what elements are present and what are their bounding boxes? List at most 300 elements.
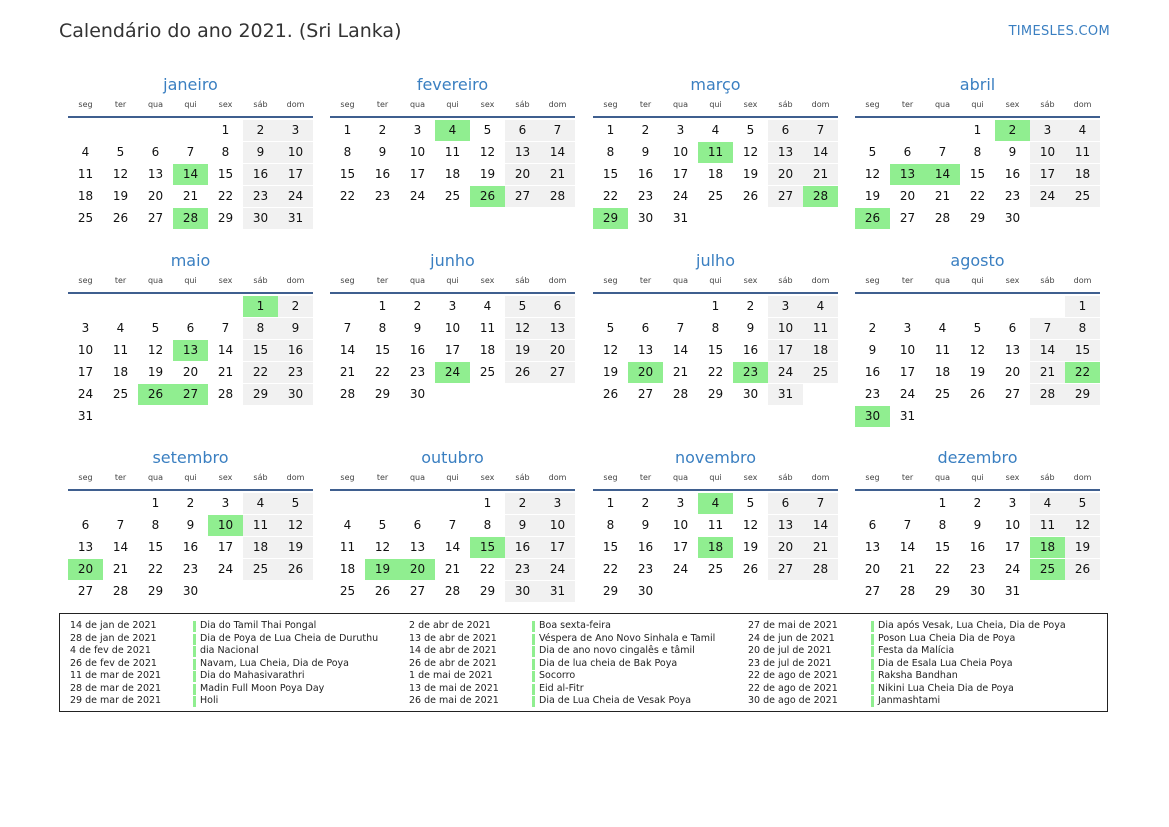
week-row	[855, 493, 1100, 515]
empty-cell	[960, 406, 995, 427]
empty-cell	[208, 406, 243, 427]
weekend-day: 11	[243, 515, 278, 536]
weekday-label: qua	[672, 276, 689, 285]
holiday-day: 4	[435, 120, 470, 141]
holiday-marker	[193, 621, 196, 632]
day-cell: 18	[77, 189, 94, 203]
holiday-day: 19	[365, 559, 400, 580]
day-cell: 19	[969, 365, 986, 379]
week-row	[593, 142, 838, 164]
day-cell: 15	[969, 167, 986, 181]
weekday-label: seg	[78, 473, 93, 482]
day-cell: 22	[217, 189, 234, 203]
weekday-label: qui	[971, 473, 984, 482]
week-row	[593, 120, 838, 142]
month-name: janeiro	[163, 75, 218, 94]
day-cell: 29	[707, 387, 724, 401]
holiday-day: 26	[470, 186, 505, 207]
empty-cell	[925, 406, 960, 427]
legend-date: 30 de ago de 2021	[748, 695, 838, 706]
weekday-label: qua	[409, 473, 426, 482]
weekday-label: ter	[376, 473, 389, 482]
week-row	[593, 581, 838, 603]
weekend-day: 27	[505, 186, 540, 207]
week-row	[855, 515, 1100, 537]
weekday-header	[855, 471, 1100, 485]
day-cell: 17	[672, 540, 689, 554]
weekend-day: 3	[540, 493, 575, 514]
weekday-label: sáb	[1040, 100, 1055, 109]
legend-item	[748, 620, 1066, 633]
legend-date: 26 de abr de 2021	[409, 657, 497, 669]
weekday-label: ter	[114, 100, 127, 109]
holiday-day: 23	[733, 362, 768, 383]
weekday-label: seg	[865, 100, 880, 109]
day-cell: 18	[444, 167, 461, 181]
day-cell: 16	[1004, 167, 1021, 181]
holiday-day: 4	[698, 493, 733, 514]
empty-cell	[138, 406, 173, 427]
empty-cell	[138, 296, 173, 317]
weekend-day: 25	[243, 559, 278, 580]
weekend-day: 21	[540, 164, 575, 185]
week-row	[68, 296, 313, 318]
week-row	[855, 340, 1100, 362]
day-cell: 1	[606, 496, 615, 510]
week-row	[68, 340, 313, 362]
day-cell: 24	[409, 189, 426, 203]
weekend-day: 30	[505, 581, 540, 602]
day-cell: 15	[339, 167, 356, 181]
legend-name: Dia do Tamil Thai Pongal	[200, 620, 317, 631]
weekday-label: sex	[1005, 276, 1020, 285]
week-row	[68, 515, 313, 537]
day-cell: 20	[899, 189, 916, 203]
weekend-day: 3	[768, 296, 803, 317]
day-cell: 22	[479, 562, 496, 576]
day-cell: 31	[1004, 584, 1021, 598]
week-row	[855, 384, 1100, 406]
header-rule	[68, 116, 313, 118]
weekend-day: 31	[540, 581, 575, 602]
day-cell: 30	[742, 387, 759, 401]
week-row	[593, 493, 838, 515]
weekend-day: 6	[768, 493, 803, 514]
day-cell: 30	[409, 387, 426, 401]
day-cell: 24	[899, 387, 916, 401]
weekend-day: 25	[803, 362, 838, 383]
weekend-day: 19	[278, 537, 313, 558]
day-cell: 24	[672, 562, 689, 576]
day-cell: 5	[868, 145, 877, 159]
day-cell: 20	[147, 189, 164, 203]
weekend-day: 24	[768, 362, 803, 383]
weekday-label: qua	[672, 100, 689, 109]
week-row	[68, 581, 313, 603]
day-cell: 22	[339, 189, 356, 203]
day-cell: 9	[413, 321, 422, 335]
holiday-marker	[532, 696, 535, 707]
month-name: setembro	[152, 448, 229, 467]
day-cell: 8	[343, 145, 352, 159]
legend-item	[409, 620, 715, 633]
holiday-day: 20	[68, 559, 103, 580]
day-cell: 25	[479, 365, 496, 379]
week-row	[855, 142, 1100, 164]
weekday-label: sáb	[1040, 473, 1055, 482]
weekend-day: 16	[505, 537, 540, 558]
legend-name: Dia de Esala Lua Cheia Poya	[878, 657, 1013, 669]
legend-item	[748, 633, 1066, 646]
weekday-label: sex	[1005, 100, 1020, 109]
day-cell: 7	[221, 321, 230, 335]
legend-name: Socorro	[539, 670, 576, 681]
day-cell: 18	[707, 167, 724, 181]
day-cell: 3	[676, 123, 685, 137]
week-row	[855, 318, 1100, 340]
day-cell: 26	[602, 387, 619, 401]
week-row	[330, 186, 575, 208]
legend-date: 13 de abr de 2021	[409, 632, 497, 644]
weekend-day: 12	[278, 515, 313, 536]
day-cell: 13	[864, 540, 881, 554]
day-cell: 5	[378, 518, 387, 532]
day-cell: 23	[374, 189, 391, 203]
empty-cell	[68, 493, 103, 514]
weekend-day: 22	[243, 362, 278, 383]
legend-name: Eid al-Fitr	[539, 682, 584, 694]
day-cell: 2	[746, 299, 755, 313]
week-row	[330, 581, 575, 603]
day-cell: 22	[374, 365, 391, 379]
empty-cell	[173, 120, 208, 141]
week-row	[593, 318, 838, 340]
weekend-day: 13	[540, 318, 575, 339]
weekday-header	[330, 98, 575, 112]
day-cell: 11	[77, 167, 94, 181]
month-abril	[855, 74, 1100, 264]
weekend-day: 18	[803, 340, 838, 361]
weekday-header	[330, 471, 575, 485]
weekday-label: seg	[603, 276, 618, 285]
weekday-label: dom	[286, 100, 305, 109]
holiday-day: 13	[173, 340, 208, 361]
day-cell: 12	[374, 540, 391, 554]
weekend-day: 21	[1030, 362, 1065, 383]
day-cell: 17	[899, 365, 916, 379]
week-row	[330, 515, 575, 537]
weekday-label: sáb	[253, 473, 268, 482]
holiday-day: 30	[855, 406, 890, 427]
legend-item	[70, 658, 378, 671]
day-cell: 28	[672, 387, 689, 401]
day-cell: 21	[112, 562, 129, 576]
empty-cell	[698, 208, 733, 229]
day-cell: 8	[606, 145, 615, 159]
day-cell: 15	[217, 167, 234, 181]
weekend-day: 23	[505, 559, 540, 580]
holiday-marker	[532, 621, 535, 632]
week-row	[855, 208, 1100, 230]
day-cell: 23	[637, 189, 654, 203]
day-cell: 6	[413, 518, 422, 532]
day-cell: 2	[973, 496, 982, 510]
legend-item	[70, 670, 378, 683]
day-cell: 25	[339, 584, 356, 598]
week-row	[68, 186, 313, 208]
week-row	[855, 296, 1100, 318]
holiday-day: 1	[243, 296, 278, 317]
month-name: junho	[430, 251, 475, 270]
day-cell: 16	[409, 343, 426, 357]
header-rule	[68, 489, 313, 491]
legend-item	[409, 658, 715, 671]
empty-cell	[1065, 406, 1100, 427]
day-cell: 3	[413, 123, 422, 137]
holiday-marker	[532, 646, 535, 657]
legend-date: 20 de jul de 2021	[748, 645, 832, 656]
weekend-day: 15	[1065, 340, 1100, 361]
month-junho	[330, 250, 575, 440]
day-cell: 10	[672, 145, 689, 159]
empty-cell	[103, 120, 138, 141]
empty-cell	[365, 493, 400, 514]
brand-link[interactable]: TIMESLES.COM	[1008, 24, 1110, 39]
week-row	[855, 559, 1100, 581]
day-cell: 26	[742, 189, 759, 203]
weekend-day: 4	[1065, 120, 1100, 141]
day-cell: 12	[602, 343, 619, 357]
month-name: agosto	[950, 251, 1005, 270]
legend-date: 24 de jun de 2021	[748, 632, 835, 644]
weekend-day: 20	[768, 537, 803, 558]
day-cell: 21	[339, 365, 356, 379]
week-row	[330, 340, 575, 362]
empty-cell	[733, 208, 768, 229]
week-row	[855, 164, 1100, 186]
weekend-day: 8	[1065, 318, 1100, 339]
holiday-day: 25	[1030, 559, 1065, 580]
empty-cell	[925, 296, 960, 317]
empty-cell	[1030, 296, 1065, 317]
day-cell: 3	[1008, 496, 1017, 510]
weekend-day: 17	[540, 537, 575, 558]
month-janeiro	[68, 74, 313, 264]
weekend-day: 9	[278, 318, 313, 339]
legend-date: 27 de mai de 2021	[748, 620, 838, 631]
day-cell: 23	[637, 562, 654, 576]
legend-item	[748, 683, 1066, 696]
day-cell: 27	[1004, 387, 1021, 401]
empty-cell	[855, 493, 890, 514]
day-cell: 1	[938, 496, 947, 510]
holiday-day: 28	[173, 208, 208, 229]
day-cell: 13	[77, 540, 94, 554]
weekday-label: seg	[340, 100, 355, 109]
empty-cell	[278, 406, 313, 427]
weekday-label: sex	[480, 100, 495, 109]
day-cell: 30	[637, 584, 654, 598]
day-cell: 1	[343, 123, 352, 137]
weekend-day: 25	[1065, 186, 1100, 207]
holiday-marker	[871, 621, 874, 632]
day-cell: 11	[934, 343, 951, 357]
weekday-header	[593, 98, 838, 112]
weekend-day: 2	[243, 120, 278, 141]
weekend-day: 11	[1065, 142, 1100, 163]
day-cell: 27	[147, 211, 164, 225]
day-cell: 28	[217, 387, 234, 401]
weekday-label: dom	[1073, 100, 1092, 109]
weekend-day: 27	[540, 362, 575, 383]
holiday-day: 27	[173, 384, 208, 405]
weekday-label: seg	[78, 100, 93, 109]
month-agosto	[855, 250, 1100, 440]
day-cell: 19	[147, 365, 164, 379]
weekday-label: qua	[147, 276, 164, 285]
weekend-day: 12	[1065, 515, 1100, 536]
weekend-day: 6	[505, 120, 540, 141]
day-cell: 23	[969, 562, 986, 576]
legend-name: dia Nacional	[200, 645, 259, 656]
legend-date: 4 de fev de 2021	[70, 645, 151, 656]
weekend-day: 11	[1030, 515, 1065, 536]
day-cell: 9	[641, 145, 650, 159]
day-cell: 24	[672, 189, 689, 203]
day-cell: 10	[77, 343, 94, 357]
day-cell: 13	[409, 540, 426, 554]
weekend-day: 29	[1065, 384, 1100, 405]
weekday-label: qui	[184, 473, 197, 482]
weekend-day: 10	[278, 142, 313, 163]
weekday-label: qui	[709, 100, 722, 109]
empty-cell	[803, 581, 838, 602]
day-cell: 12	[112, 167, 129, 181]
weekday-label: dom	[1073, 473, 1092, 482]
weekend-day: 17	[768, 340, 803, 361]
weekday-label: dom	[548, 100, 567, 109]
weekend-day: 23	[278, 362, 313, 383]
holiday-day: 11	[698, 142, 733, 163]
week-row	[593, 186, 838, 208]
week-row	[855, 186, 1100, 208]
week-row	[330, 559, 575, 581]
day-cell: 1	[606, 123, 615, 137]
day-cell: 1	[378, 299, 387, 313]
empty-cell	[803, 208, 838, 229]
day-cell: 11	[479, 321, 496, 335]
weekend-day: 20	[768, 164, 803, 185]
day-cell: 12	[147, 343, 164, 357]
holiday-marker	[871, 634, 874, 645]
header-rule	[855, 292, 1100, 294]
day-cell: 13	[147, 167, 164, 181]
day-cell: 23	[1004, 189, 1021, 203]
weekday-label: sex	[743, 100, 758, 109]
weekend-day: 28	[1030, 384, 1065, 405]
weekday-label: seg	[865, 276, 880, 285]
day-cell: 26	[969, 387, 986, 401]
weekday-label: seg	[340, 276, 355, 285]
day-cell: 25	[707, 189, 724, 203]
day-cell: 15	[374, 343, 391, 357]
day-cell: 5	[606, 321, 615, 335]
weekend-day: 21	[803, 164, 838, 185]
day-cell: 18	[112, 365, 129, 379]
weekend-day: 29	[243, 384, 278, 405]
day-cell: 19	[742, 540, 759, 554]
day-cell: 9	[186, 518, 195, 532]
month-dezembro	[855, 447, 1100, 637]
weekday-label: qua	[934, 276, 951, 285]
day-cell: 29	[934, 584, 951, 598]
weekend-day: 19	[1065, 537, 1100, 558]
weekday-label: ter	[901, 276, 914, 285]
weekday-label: qui	[184, 100, 197, 109]
week-row	[68, 164, 313, 186]
weekend-day: 11	[803, 318, 838, 339]
day-cell: 20	[864, 562, 881, 576]
day-cell: 16	[182, 540, 199, 554]
weekend-day: 14	[803, 142, 838, 163]
week-row	[593, 384, 838, 406]
weekend-day: 16	[243, 164, 278, 185]
day-cell: 17	[444, 343, 461, 357]
day-cell: 6	[151, 145, 160, 159]
legend-name: Véspera de Ano Novo Sinhala e Tamil	[539, 632, 716, 644]
week-row	[68, 559, 313, 581]
month-name: novembro	[675, 448, 756, 467]
day-cell: 21	[444, 562, 461, 576]
weekday-label: dom	[286, 473, 305, 482]
weekday-label: qui	[971, 100, 984, 109]
weekday-label: qui	[446, 473, 459, 482]
weekend-day: 18	[243, 537, 278, 558]
header-rule	[593, 292, 838, 294]
day-cell: 12	[969, 343, 986, 357]
day-cell: 13	[1004, 343, 1021, 357]
weekday-label: qui	[446, 276, 459, 285]
empty-cell	[243, 581, 278, 602]
day-cell: 22	[602, 562, 619, 576]
holiday-marker	[871, 696, 874, 707]
day-cell: 28	[934, 211, 951, 225]
day-cell: 16	[864, 365, 881, 379]
weekday-label: ter	[639, 100, 652, 109]
weekday-header	[68, 274, 313, 288]
day-cell: 2	[641, 123, 650, 137]
weekend-day: 2	[505, 493, 540, 514]
day-cell: 11	[444, 145, 461, 159]
week-row	[593, 537, 838, 559]
day-cell: 12	[864, 167, 881, 181]
header-rule	[593, 116, 838, 118]
legend-date: 1 de mai de 2021	[409, 670, 493, 681]
day-cell: 25	[934, 387, 951, 401]
legend-item	[70, 683, 378, 696]
weekday-label: sáb	[1040, 276, 1055, 285]
week-row	[68, 362, 313, 384]
weekend-day: 26	[1065, 559, 1100, 580]
weekday-label: sáb	[515, 276, 530, 285]
weekend-day: 30	[243, 208, 278, 229]
weekday-header	[855, 274, 1100, 288]
day-cell: 12	[479, 145, 496, 159]
day-cell: 10	[899, 343, 916, 357]
legend-date: 28 de mar de 2021	[70, 682, 162, 694]
weekday-label: sex	[480, 473, 495, 482]
weekday-label: qui	[184, 276, 197, 285]
